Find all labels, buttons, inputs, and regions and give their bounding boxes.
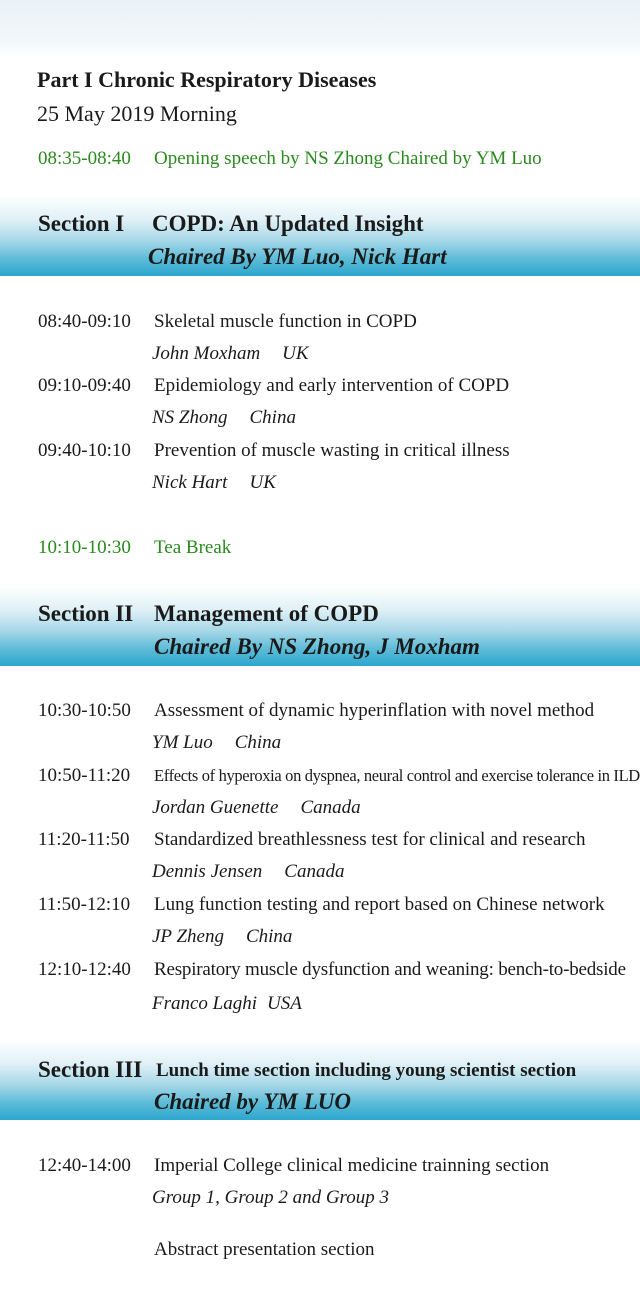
top-background-band	[0, 0, 640, 58]
opening-text: Opening speech by NS Zhong Chaired by YM Luo	[154, 148, 542, 169]
talk-title: Epidemiology and early intervention of COPD	[154, 375, 510, 396]
talk-speaker: Group 1, Group 2 and Group 3	[152, 1187, 389, 1208]
talk-title: Skeletal muscle function in COPD	[154, 311, 417, 332]
section-3-label: Section III	[38, 1057, 143, 1082]
part-title: Part I Chronic Respiratory Diseases	[37, 67, 377, 92]
talk-country: China	[249, 407, 296, 428]
talk-time: 11:50-12:10	[38, 894, 131, 915]
section-2-label: Section II	[38, 601, 134, 626]
talk-speaker: Jordan Guenette Canada	[152, 797, 361, 818]
section-2-chair: Chaired By NS Zhong, J Moxham	[154, 634, 480, 659]
section-2-title: Management of COPD	[154, 601, 379, 626]
talk-time: 11:20-11:50	[38, 829, 130, 850]
abstract-presentation: Abstract presentation section	[154, 1239, 375, 1260]
talk-country: Canada	[284, 861, 345, 882]
talk-title: Assessment of dynamic hyperinflation with novel method	[154, 700, 595, 721]
talk-speaker: NS Zhong China	[152, 407, 296, 428]
talk-country: USA	[267, 993, 302, 1014]
session-date: 25 May 2019 Morning	[37, 101, 237, 126]
talk-speaker: Dennis Jensen Canada	[152, 861, 345, 882]
talk-speaker: John Moxham UK	[152, 343, 309, 364]
talk-time: 10:30-10:50	[38, 700, 131, 721]
talk-country: Canada	[300, 797, 361, 818]
talk-title: Lung function testing and report based on Chinese network	[154, 894, 605, 915]
talk-country: UK	[249, 472, 276, 493]
tea-break-time: 10:10-10:30	[38, 537, 131, 558]
talk-country: China	[234, 732, 282, 753]
talk-title: Prevention of muscle wasting in critical illness	[154, 440, 510, 461]
talk-country: China	[245, 926, 293, 947]
section-3-title: Lunch time section including young scientist section	[156, 1060, 577, 1081]
talk-speaker: YM Luo China	[152, 732, 282, 753]
talk-title: Imperial College clinical medicine trainning section	[154, 1155, 550, 1176]
section-1-title: COPD: An Updated Insight	[152, 211, 424, 236]
talk-speaker: JP Zheng China	[152, 926, 293, 947]
talk-speaker: Nick Hart UK	[152, 472, 276, 493]
talk-title: Effects of hyperoxia on dyspnea, neural control and exercise tolerance in ILD	[154, 766, 640, 785]
talk-time: 12:40-14:00	[38, 1155, 131, 1176]
talk-time: 09:10-09:40	[38, 375, 131, 396]
talk-speaker: Franco Laghi USA	[152, 993, 302, 1014]
talk-time: 12:10-12:40	[38, 959, 131, 980]
talk-time: 10:50-11:20	[38, 765, 131, 786]
talk-country: UK	[282, 343, 309, 364]
opening-time: 08:35-08:40	[38, 148, 131, 169]
talk-title: Respiratory muscle dysfunction and weaning: bench-to-bedside	[154, 959, 626, 980]
section-1-label: Section I	[38, 211, 125, 236]
talk-time: 08:40-09:10	[38, 311, 131, 332]
section-1-chair: Chaired By YM Luo, Nick Hart	[148, 244, 447, 269]
tea-break-text: Tea Break	[154, 537, 232, 558]
section-3-chair: Chaired by YM LUO	[154, 1089, 351, 1114]
talk-title: Standardized breathlessness test for clinical and research	[154, 829, 586, 850]
talk-time: 09:40-10:10	[38, 440, 131, 461]
